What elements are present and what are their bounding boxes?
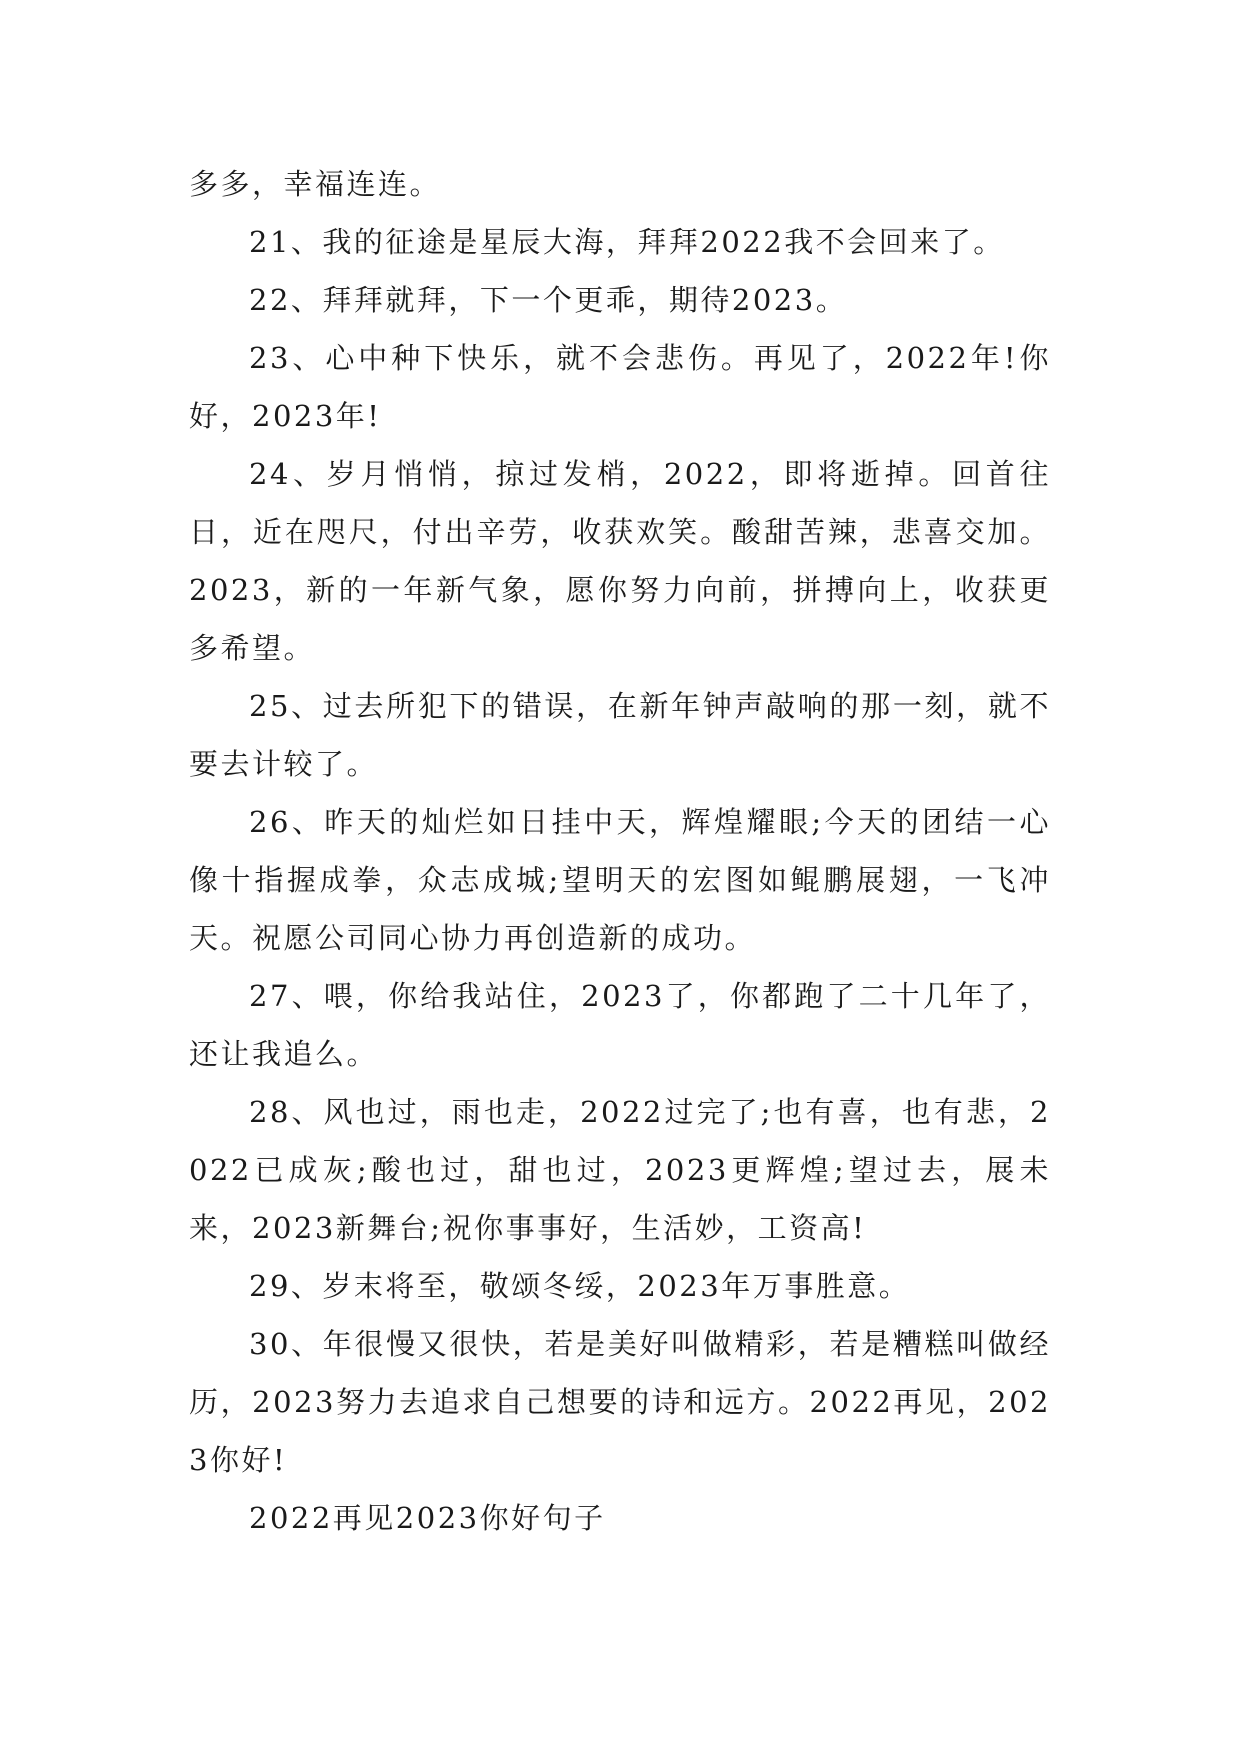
- paragraph-item-30: 30、年很慢又很快，若是美好叫做精彩，若是糟糕叫做经历，2023努力去追求自己想要的诗和远方。2022再见，2023你好!: [189, 1327, 1051, 1477]
- paragraph-item-21: 21、我的征途是星辰大海，拜拜2022我不会回来了。: [249, 225, 1005, 259]
- paragraph-item-28: 28、风也过，雨也走，2022过完了;也有喜，也有悲，2022已成灰;酸也过，甜也过，2023更辉煌;望过去，展未来，2023新舞台;祝你事事好，生活妙，工资高!: [189, 1095, 1051, 1245]
- section-heading: 2022再见2023你好句子: [249, 1501, 606, 1535]
- paragraph-item-29: 29、岁末将至，敬颂冬绥，2023年万事胜意。: [249, 1269, 911, 1303]
- paragraph-item-24: 24、岁月悄悄，掠过发梢，2022，即将逝掉。回首往日，近在咫尺，付出辛劳，收获欢笑。酸甜苦辣，悲喜交加。2023，新的一年新气象，愿你努力向前，拼搏向上，收获更多希望。: [189, 457, 1051, 665]
- document-body: [189, 155, 1051, 1547]
- paragraph-item-23: 23、心中种下快乐，就不会悲伤。再见了，2022年!你好，2023年!: [189, 341, 1051, 433]
- paragraph-item-22: 22、拜拜就拜，下一个更乖，期待2023。: [249, 283, 848, 317]
- paragraph-continuation: 多多，幸福连连。: [189, 167, 442, 201]
- paragraph-item-25: 25、过去所犯下的错误，在新年钟声敲响的那一刻，就不要去计较了。: [189, 689, 1051, 781]
- paragraph-item-27: 27、喂，你给我站住，2023了，你都跑了二十几年了，还让我追么。: [189, 979, 1051, 1071]
- paragraph-item-26: 26、昨天的灿烂如日挂中天，辉煌耀眼;今天的团结一心像十指握成拳，众志成城;望明天的宏图如鲲鹏展翅，一飞冲天。祝愿公司同心协力再创造新的成功。: [189, 805, 1051, 955]
